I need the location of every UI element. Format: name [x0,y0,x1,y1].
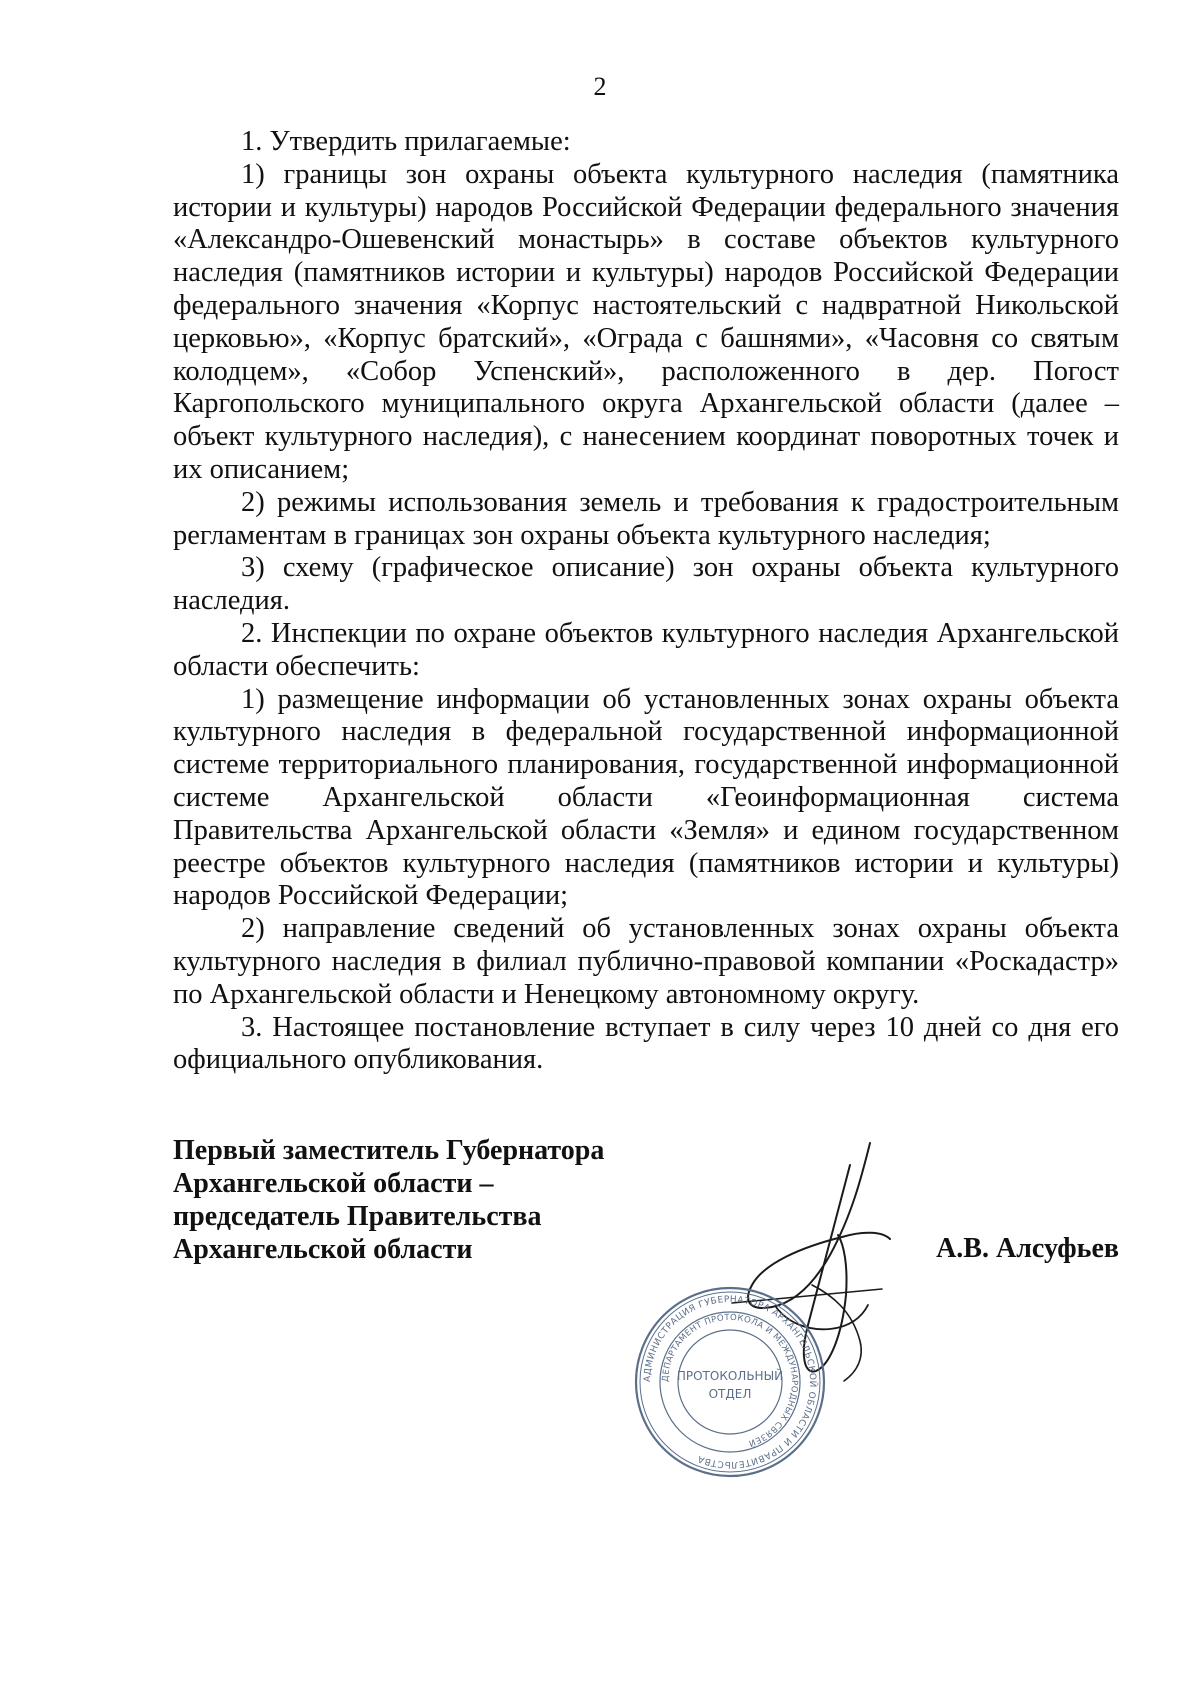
seal-outer-text: АДМИНИСТРАЦИЯ ГУБЕРНАТОРА АРХАНГЕЛЬСКОЙ ОБЛАСТИ И ПРАВИТЕЛЬСТВА [642,1294,818,1470]
signatory-position-line: председатель Правительства [173,1201,542,1232]
page-number: 2 [593,72,607,101]
paragraph-2: 2. Инспекции по охране объектов культурного наследия Архангельской области обеспечить: [173,617,1119,682]
paragraph-1: 1. Утвердить прилагаемые: [241,126,571,157]
paragraph-3: 3. Настоящее постановление вступает в силу через 10 дней со дня его официального опубликования. [173,1011,1119,1076]
paragraph-1-2: 2) режимы использования земель и требования к градостроительным регламентам в границах зон охраны объекта культурного наследия; [173,486,1119,551]
document-body [173,126,1119,1077]
signatory-position-line: Архангельской области [173,1234,473,1265]
signatory-name: А.В. Алсуфьев [936,1233,1119,1264]
seal-inner-text: ДЕПАРТАМЕНТ ПРОТОКОЛА И МЕЖДУНАРОДНЫХ СВЯЗЕЙ [660,1312,800,1449]
paragraph-1-3: 3) схему (графическое описание) зон охраны объекта культурного наследия. [173,552,1119,617]
signatory-position-line: Первый заместитель Губернатора [173,1135,605,1166]
official-seal [630,1282,830,1482]
signatory-position-line: Архангельской области – [173,1168,494,1199]
paragraph-1-1: 1) границы зон охраны объекта культурного наследия (памятника истории и культуры) народов Российской Федерации федерального значения «Александро-Ошевенский монастырь» в составе объектов культурного наследия (памятников истории и культуры) народов Российской Федерации федерального значения «Корпус настоятельский с надвратной Никольской церковью», «Корпус братский», «Ограда с башнями», «Часовня со святым колодцем», «Собор Успенский», расположенного в дер. Погост Каргопольского муниципального округа Архангельской области (далее – объект культурного наследия), с нанесением координат поворотных точек и их описанием; [173,158,1119,485]
seal-center-line1: ПРОТОКОЛЬНЫЙ [676,1369,784,1383]
paragraph-2-1: 1) размещение информации об установленных зонах охраны объекта культурного наследия в федеральной государственной информационной системе территориального планирования, государственной информационной системе Архангельской области «Геоинформационная система Правительства Архангельской области «Земля» и едином государственном реестре объектов культурного наследия (памятников истории и культуры) народов Российской Федерации; [173,683,1119,912]
seal-center-line2: ОТДЕЛ [708,1387,752,1401]
paragraph-2-2: 2) направление сведений об установленных зонах охраны объекта культурного наследия в филиал публично-правовой компании «Роскадастр» по Архангельской области и Ненецкому автономному округу. [173,913,1119,1010]
